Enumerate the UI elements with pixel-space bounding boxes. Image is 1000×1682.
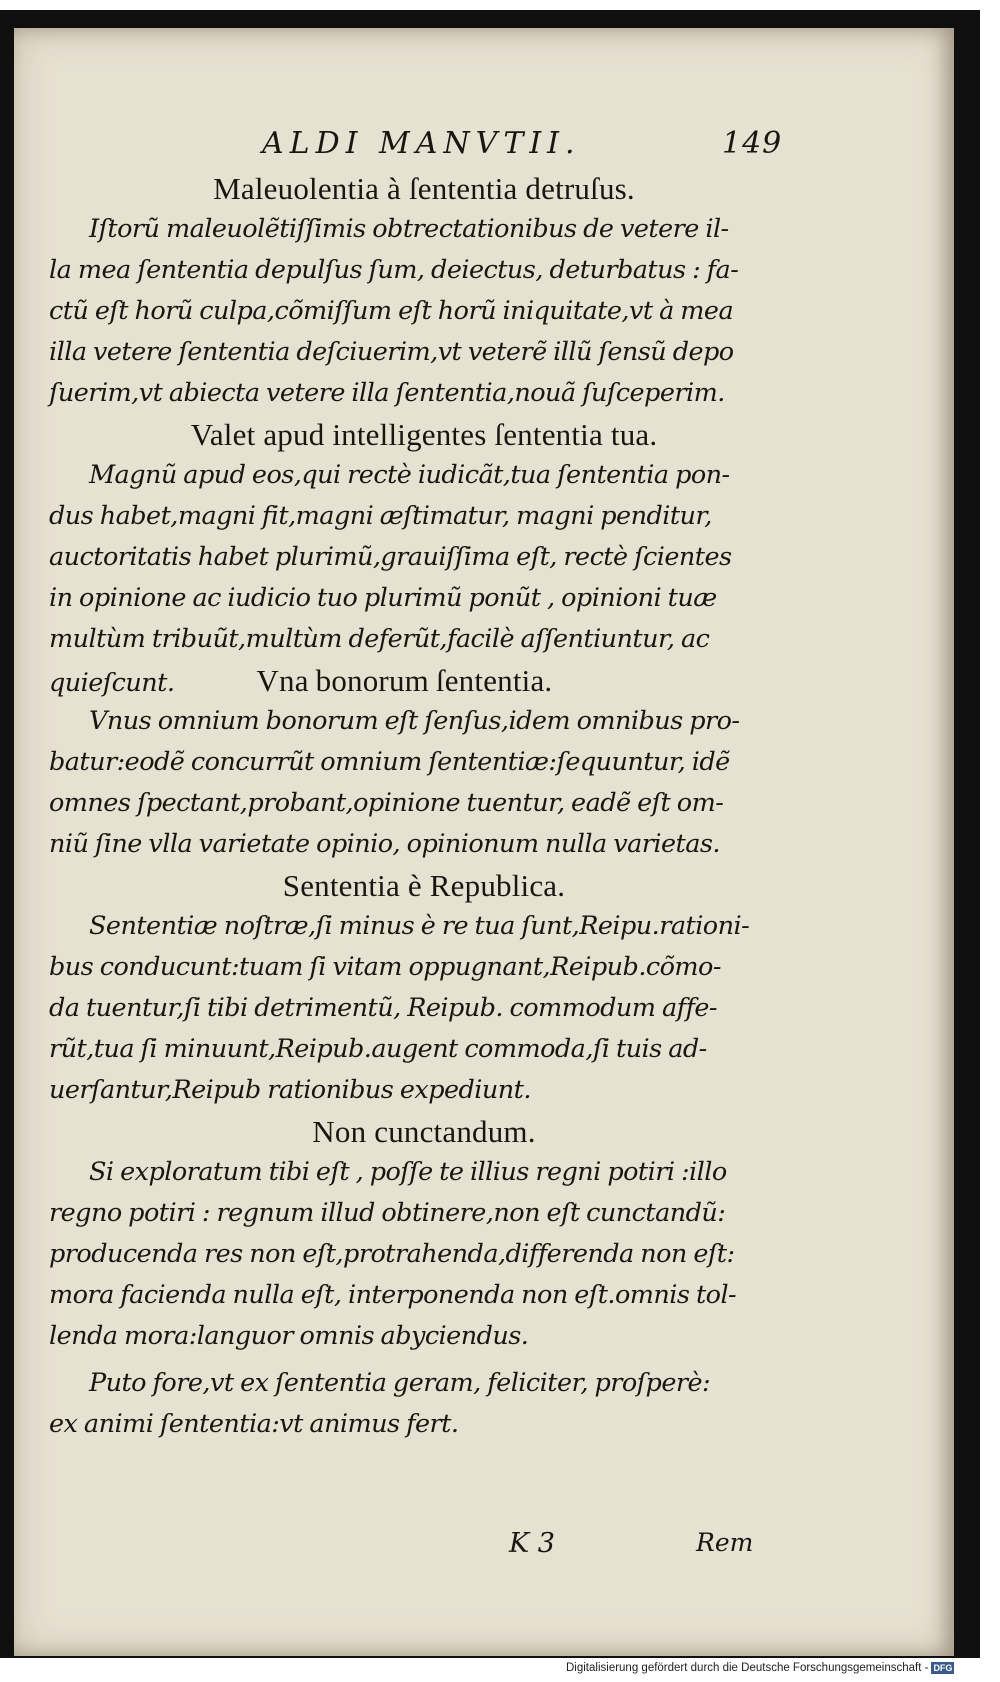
section-heading: Sententia è Republica. [282, 868, 566, 903]
text-line: in opinione ac iudicio tuo plurimũ ponũt , opinioni tuæ [49, 583, 717, 613]
text-line: niũ ſine vlla varietate opinio, opinionum nulla varietas. [49, 829, 720, 859]
inline-section-heading: Vna bonorum ſententia. [256, 663, 553, 698]
text-line: Magnũ apud eos,qui rectè iudicãt,tua ſententia pon- [89, 460, 730, 490]
text-line: omnes ſpectant,probant,opinione tuentur, eadẽ eſt om- [49, 788, 724, 818]
page-number: 149 [722, 126, 783, 161]
section-heading: Non cunctandum. [312, 1114, 536, 1149]
text-line: dus habet,magni fit,magni æſtimatur, magni penditur, [49, 501, 712, 531]
text-line: Vnus omnium bonorum eſt ſenſus,idem omnibus pro- [89, 706, 740, 736]
text-block [49, 168, 799, 1445]
book-page [14, 28, 954, 1656]
dfg-logo: DFG [933, 1663, 953, 1673]
text-line: lenda mora:languor omnis abyciendus. [49, 1321, 529, 1351]
text-line: batur:eodẽ concurrũt omnium ſententiæ:ſequuntur, idẽ [49, 747, 730, 777]
text-line: ex animi ſententia:vt animus fert. [49, 1409, 459, 1439]
text-line: illa vetere ſententia deſciuerim,vt veterẽ illũ ſensũ depo [49, 337, 734, 367]
section-heading: Valet apud intelligentes ſententia tua. [190, 417, 658, 452]
catchword: Rem [696, 1528, 754, 1557]
page-header [14, 126, 954, 166]
text-line: mora facienda nulla eſt, interponenda non eſt.omnis tol- [49, 1280, 737, 1310]
section-heading: Maleuolentia à ſententia detruſus. [213, 171, 635, 206]
text-line: rũt,tua ſi minuunt,Reipub.augent commoda,ſi tuis ad- [49, 1034, 707, 1064]
text-line-with-heading [49, 660, 799, 701]
credit-text: Digitalisierung gefördert durch die Deutsche Forschungsgemeinschaft - [566, 1662, 929, 1675]
text-line: Puto fore,vt ex ſententia geram, feliciter, proſperè: [89, 1368, 711, 1398]
digitization-credit [566, 1662, 954, 1674]
text-line: bus conducunt:tuam ſi vitam oppugnant,Reipub.cõmo- [49, 952, 721, 982]
text-line: producenda res non eſt,protrahenda,differenda non eſt: [49, 1239, 735, 1269]
running-title: ALDI MANVTII. [262, 126, 581, 161]
text-line: ctũ eſt horũ culpa,cõmiſſum eſt horũ iniquitate,vt à mea [49, 296, 734, 326]
text-line: da tuentur,ſi tibi detrimentũ, Reipub. commodum affe- [49, 993, 717, 1023]
signature-mark: K 3 [509, 1528, 555, 1559]
text-line: uerſantur,Reipub rationibus expediunt. [49, 1075, 531, 1105]
scan-frame [0, 10, 980, 1658]
text-line-end: quieſcunt. [49, 668, 175, 698]
text-line: multùm tribuũt,multùm deferũt,facilè aſſentiuntur, ac [49, 624, 710, 654]
text-line: regno potiri : regnum illud obtinere,non eſt cunctandũ: [49, 1198, 726, 1228]
text-line: Iſtorũ maleuolẽtiſſimis obtrectationibus de vetere il- [89, 214, 729, 244]
text-line: auctoritatis habet plurimũ,grauiſſima eſt, rectè ſcientes [49, 542, 732, 572]
text-line: la mea ſententia depulſus ſum, deiectus, deturbatus : fa- [49, 255, 739, 285]
text-line: ſuerim,vt abiecta vetere illa ſententia,nouã ſuſceperim. [49, 378, 725, 408]
text-line: Si exploratum tibi eſt , poſſe te illius regni potiri :illo [89, 1157, 727, 1187]
text-line: Sententiæ noſtræ,ſi minus è re tua ſunt,Reipu.rationi- [89, 911, 750, 941]
page-footer [14, 1528, 954, 1568]
